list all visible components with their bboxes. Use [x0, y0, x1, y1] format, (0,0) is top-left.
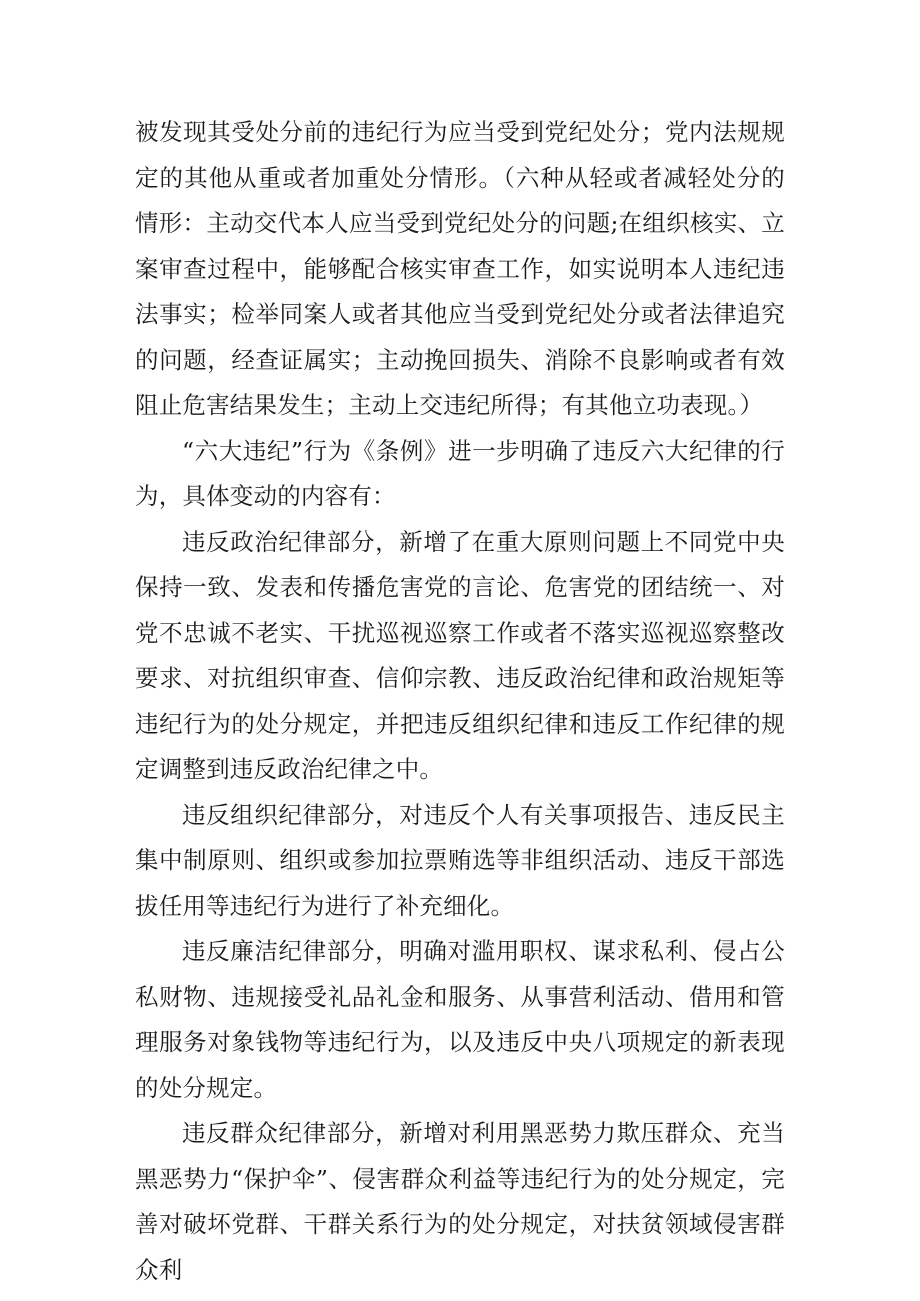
document-body — [135, 110, 785, 1293]
paragraph-aggravating-mitigating: 被发现其受处分前的违纪行为应当受到党纪处分；党内法规规定的其他从重或者加重处分情形。（六种从轻或者减轻处分的情形：主动交代本人应当受到党纪处分的问题;在组织核实、立案审查过程中，能够配合核实审查工作，如实说明本人违纪违法事实；检举同案人或者其他应当受到党纪处分或者法律追究的问题，经查证属实；主动挽回损失、消除不良影响或者有效阻止危害结果发生；主动上交违纪所得；有其他立功表现。） — [135, 118, 785, 419]
paragraph-integrity-discipline: 违反廉洁纪律部分，明确对滥用职权、谋求私利、侵占公私财物、违规接受礼品礼金和服务、从事营利活动、借用和管理服务对象钱物等违纪行为，以及违反中央八项规定的新表现的处分规定。 — [135, 937, 785, 1102]
paragraph-organizational-discipline: 违反组织纪律部分，对违反个人有关事项报告、违反民主集中制原则、组织或参加拉票贿选等非组织活动、违反干部选拔任用等违纪行为进行了补充细化。 — [135, 800, 785, 920]
paragraph-political-discipline: 违反政治纪律部分，新增了在重大原则问题上不同党中央保持一致、发表和传播危害党的言论、危害党的团结统一、对党不忠诚不老实、干扰巡视巡察工作或者不落实巡视巡察整改要求、对抗组织审查、信仰宗教、违反政治纪律和政治规矩等违纪行为的处分规定，并把违反组织纪律和违反工作纪律的规定调整到违反政治纪律之中。 — [135, 527, 785, 783]
paragraph-mass-discipline: 违反群众纪律部分，新增对利用黑恶势力欺压群众、充当黑恶势力“保护伞”、侵害群众利益等违纪行为的处分规定，完善对破坏党群、干群关系行为的处分规定，对扶贫领域侵害群众利 — [135, 1119, 785, 1284]
paragraph-six-violations-intro: “六大违纪”行为《条例》进一步明确了违反六大纪律的行为，具体变动的内容有： — [135, 436, 785, 510]
